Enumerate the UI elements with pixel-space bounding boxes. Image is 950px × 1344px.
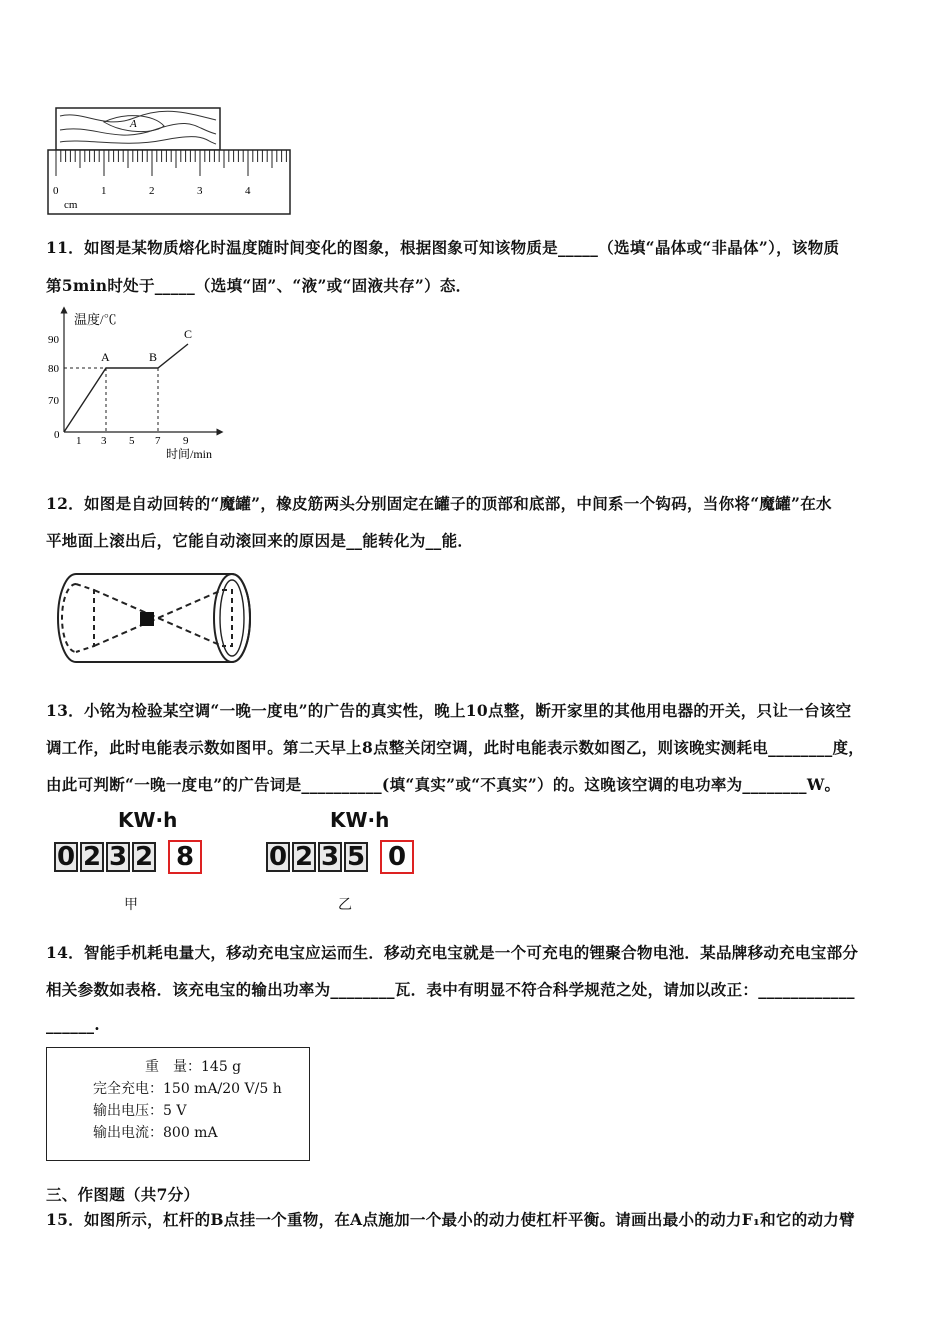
hook-weight: [140, 612, 154, 626]
meter-yi-digit: 5: [344, 842, 368, 872]
meter-yi-digit: 3: [318, 842, 342, 872]
melting-graph: [44, 306, 244, 466]
graph-ytick-90: 90: [48, 334, 59, 346]
q11-line1: 11．如图是某物质熔化时温度随时间变化的图象，根据图象可知该物质是_____（选填“晶体或“非晶体”），该物质: [46, 238, 840, 257]
meter-jia-digit: 2: [132, 842, 156, 872]
ruler-tick-4: 4: [245, 185, 251, 197]
q14-line3: ______.: [46, 1015, 100, 1034]
meter-jia: [54, 840, 204, 874]
meter-jia-digit: 3: [106, 842, 130, 872]
q12-line1: 12．如图是自动回转的“魔罐”，橡皮筋两头分别固定在罐子的顶部和底部，中间系一个钩码，当你将“魔罐”在水: [46, 494, 832, 513]
graph-xtick-3: 3: [101, 435, 107, 447]
meter-yi-decimal: 0: [380, 840, 414, 874]
graph-ytick-80: 80: [48, 363, 59, 375]
graph-xtick-9: 9: [183, 435, 189, 447]
spec-full-charge: 完全充电：150 mA/20 V/5 h: [93, 1081, 282, 1097]
graph-point-c: C: [184, 327, 193, 341]
meter-jia-decimal: 8: [168, 840, 202, 874]
graph-xtick-7: 7: [155, 435, 161, 447]
q12-line2: 平地面上滚出后，它能自动滚回来的原因是__能转化为__能．: [46, 531, 474, 550]
q13-line1: 13．小铭为检验某空调“一晚一度电”的广告的真实性，晚上10点整，断开家里的其他用电器的开关，只让一台该空: [46, 701, 852, 720]
graph-origin: 0: [54, 429, 60, 441]
ruler-unit: cm: [64, 199, 78, 211]
meter-jia-unit: KW·h: [118, 808, 178, 832]
q15-line1: 15．如图所示，杠杆的B点挂一个重物，在A点施加一个最小的动力使杠杆平衡。请画出最小的动力F₁和它的动力臂: [46, 1210, 855, 1229]
graph-point-a: A: [101, 350, 110, 364]
ruler-tick-2: 2: [149, 185, 155, 197]
ruler-tick-0: 0: [53, 185, 59, 197]
q13-line3: 由此可判断“一晚一度电”的广告词是__________(填“真实”或“不真实”）的。这晚该空调的电功率为________W。: [46, 775, 841, 794]
ruler-tick-3: 3: [197, 185, 203, 197]
ruler-figure: [44, 100, 300, 220]
magic-can-figure: [54, 570, 258, 666]
graph-curve: [64, 344, 188, 432]
graph-ytick-70: 70: [48, 395, 59, 407]
spec-weight: 重 量：145 g: [145, 1059, 242, 1075]
spec-output-voltage: 输出电压：5 V: [93, 1103, 187, 1119]
graph-xtick-1: 1: [76, 435, 82, 447]
q13-line2: 调工作，此时电能表示数如图甲。第二天早上8点整关闭空调，此时电能表示数如图乙，则该晚实测耗电________度，: [46, 738, 865, 757]
graph-xlabel: 时间/min: [166, 447, 213, 461]
meter-yi-unit: KW·h: [330, 808, 390, 832]
q14-line2: 相关参数如表格．该充电宝的输出功率为________瓦．表中有明显不符合科学规范之处，请加以改正：____________: [46, 980, 855, 999]
meter-yi: [266, 840, 416, 874]
q11-line2: 第5min时处于_____（选填“固”、“液”或“固液共存”）态．: [46, 276, 472, 295]
meter-yi-caption: 乙: [338, 897, 352, 913]
meter-jia-digit: 2: [80, 842, 104, 872]
section-3-heading: 三、作图题（共7分）: [46, 1185, 200, 1204]
meter-yi-digit: 2: [292, 842, 316, 872]
graph-point-b: B: [149, 350, 158, 364]
graph-ylabel: 温度/℃: [74, 312, 117, 327]
ruler-object-label: A: [130, 118, 137, 130]
ruler-tick-1: 1: [101, 185, 107, 197]
power-bank-spec-table: [46, 1047, 310, 1161]
meter-yi-digit: 0: [266, 842, 290, 872]
graph-xtick-5: 5: [129, 435, 135, 447]
spec-output-current: 输出电流：800 mA: [93, 1125, 218, 1141]
meter-jia-caption: 甲: [124, 897, 138, 913]
q14-line1: 14．智能手机耗电量大，移动充电宝应运而生．移动充电宝就是一个可充电的锂聚合物电池．某品牌移动充电宝部分: [46, 943, 859, 962]
meter-jia-digit: 0: [54, 842, 78, 872]
